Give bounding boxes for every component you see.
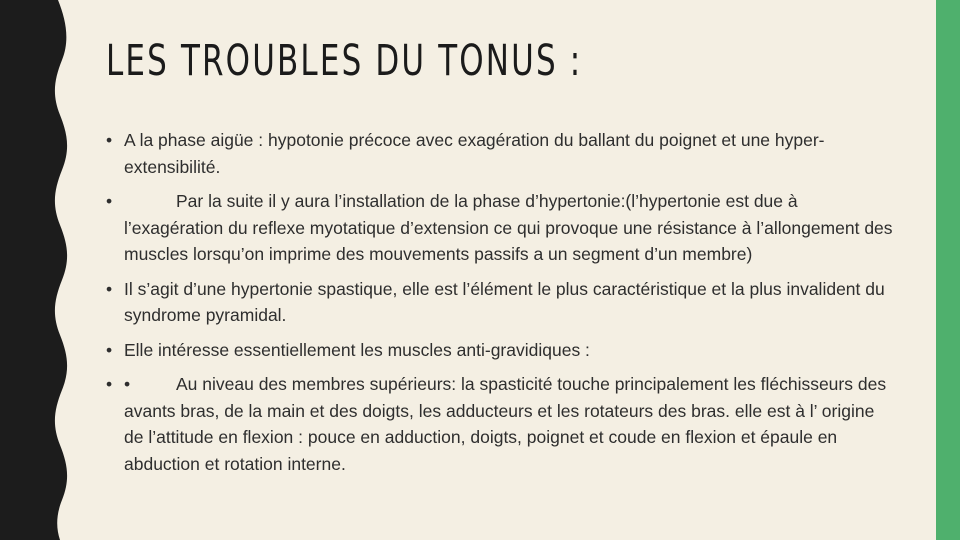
left-decorative-band <box>0 0 70 540</box>
bullet-icon: • <box>106 130 113 150</box>
bullet-text: Au niveau des membres supérieurs: la spasticité touche principalement les fléchisseurs des avants bras, de la main et des doigts, les adducteurs et les rotateurs des bras. elle est à l’ origine de l’attitude en flexion : pouce en adduction, doigts, poignet et coude en flexion et épaule en abduction et rotation interne. <box>124 374 887 474</box>
bullet-icon: • <box>106 339 113 360</box>
bullet-item <box>106 127 896 180</box>
right-accent-bar <box>936 0 960 540</box>
bullet-item <box>106 276 896 329</box>
bullet-item <box>106 337 896 364</box>
inner-bullet-icon: • <box>124 374 131 394</box>
bullet-text: A la phase aigüe : hypotonie précoce avec exagération du ballant du poignet et une hyper-extensibilité. <box>124 130 825 177</box>
bullet-icon: • <box>106 278 113 299</box>
slide-body <box>106 127 896 485</box>
bullet-icon: • <box>106 374 113 394</box>
bullet-text: Elle intéresse essentiellement les muscles anti-gravidiques : <box>124 339 590 360</box>
bullet-icon: • <box>106 191 113 211</box>
bullet-text: Par la suite il y aura l’installation de la phase d’hypertonie:(l’hypertonie est due à l’exagération du reflexe myotatique d’extension ce qui provoque une résistance à l’allongement des muscles lorsqu’on imprime des mouvements passifs a un segment d’un membre) <box>124 191 893 264</box>
bullet-item <box>106 188 896 268</box>
bullet-text: Il s’agit d’une hypertonie spastique, elle est l’élément le plus caractéristique et la plus invalident du syndrome pyramidal. <box>124 278 885 325</box>
bullet-item <box>106 371 896 477</box>
slide-title: LES TROUBLES DU TONUS : <box>106 36 583 86</box>
